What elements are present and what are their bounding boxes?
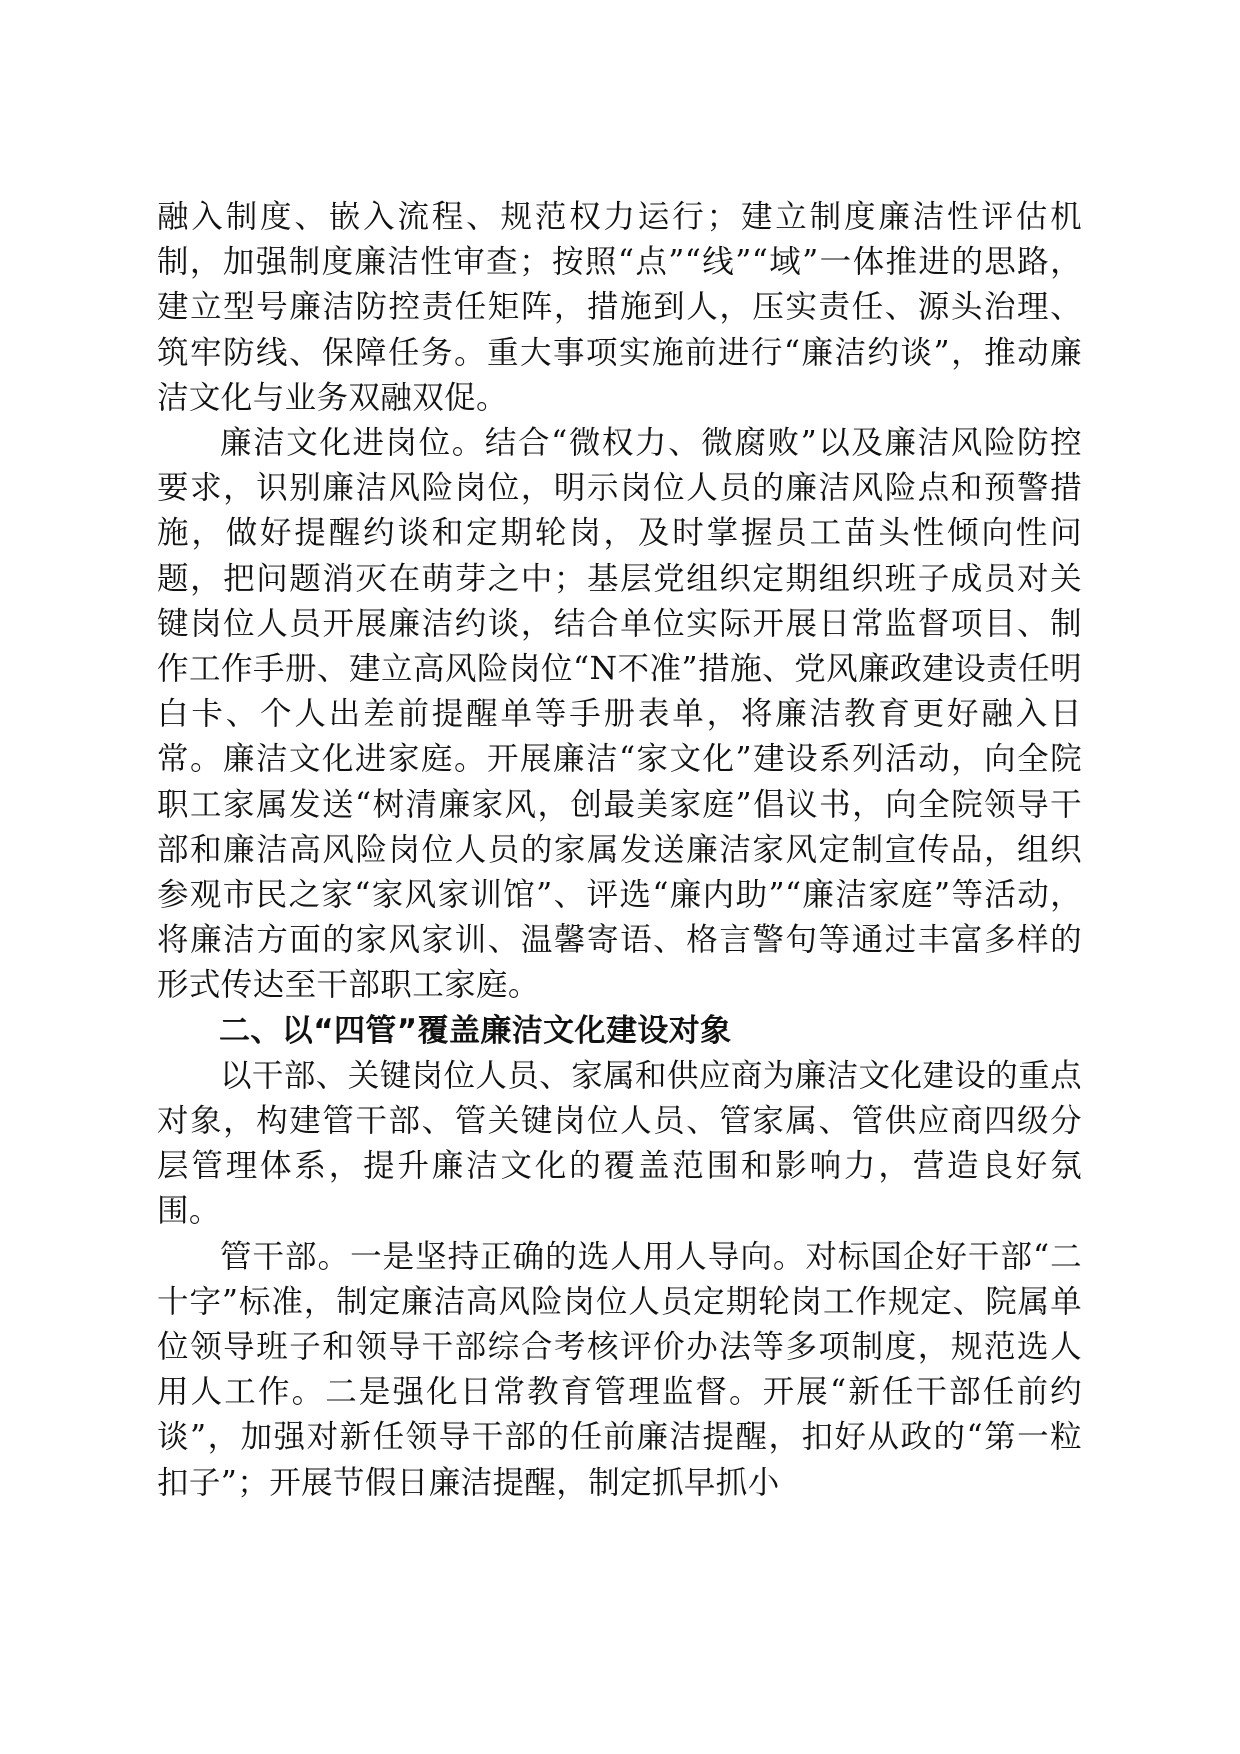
paragraph-manage-cadres: 管干部。一是坚持正确的选人用人导向。对标国企好干部“二十字”标准，制定廉洁高风险岗位人员定期轮岗工作规定、院属单位领导班子和领导干部综合考核评价办法等多项制度，规范选人用人工作。二是强化日常教育管理监督。开展“新任干部任前约谈”，加强对新任领导干部的任前廉洁提醒，扣好从政的“第一粒扣子”；开展节假日廉洁提醒，制定抓早抓小 [157,1238,1082,1501]
paragraph-continuation: 融入制度、嵌入流程、规范权力运行；建立制度廉洁性评估机制，加强制度廉洁性审查；按照“点”“线”“域”一体推进的思路，建立型号廉洁防控责任矩阵，措施到人，压实责任、源头治理、筑牢防线、保障任务。重大事项实施前进行“廉洁约谈”，推动廉洁文化与业务双融双促。 [157,199,1082,416]
paragraph-key-targets: 以干部、关键岗位人员、家属和供应商为廉洁文化建设的重点对象，构建管干部、管关键岗位人员、管家属、管供应商四级分层管理体系，提升廉洁文化的覆盖范围和影响力，营造良好氛围。 [157,1057,1082,1230]
document-body [157,195,1082,1506]
paragraph-integrity-culture-posts-and-families: 廉洁文化进岗位。结合“微权力、微腐败”以及廉洁风险防控要求，识别廉洁风险岗位，明示岗位人员的廉洁风险点和预警措施，做好提醒约谈和定期轮岗，及时掌握员工苗头性倾向性问题，把问题消灭在萌芽之中；基层党组织定期组织班子成员对关键岗位人员开展廉洁约谈，结合单位实际开展日常监督项目、制作工作手册、建立高风险岗位“N不准”措施、党风廉政建设责任明白卡、个人出差前提醒单等手册表单，将廉洁教育更好融入日常。廉洁文化进家庭。开展廉洁“家文化”建设系列活动，向全院职工家属发送“树清廉家风，创最美家庭”倡议书，向全院领导干部和廉洁高风险岗位人员的家属发送廉洁家风定制宣传品，组织参观市民之家“家风家训馆”、评选“廉内助”“廉洁家庭”等活动，将廉洁方面的家风家训、温馨寄语、格言警句等通过丰富多样的形式传达至干部职工家庭。 [157,425,1082,1004]
section-heading-four-management: 二、以“四管”覆盖廉洁文化建设对象 [219,1012,732,1049]
